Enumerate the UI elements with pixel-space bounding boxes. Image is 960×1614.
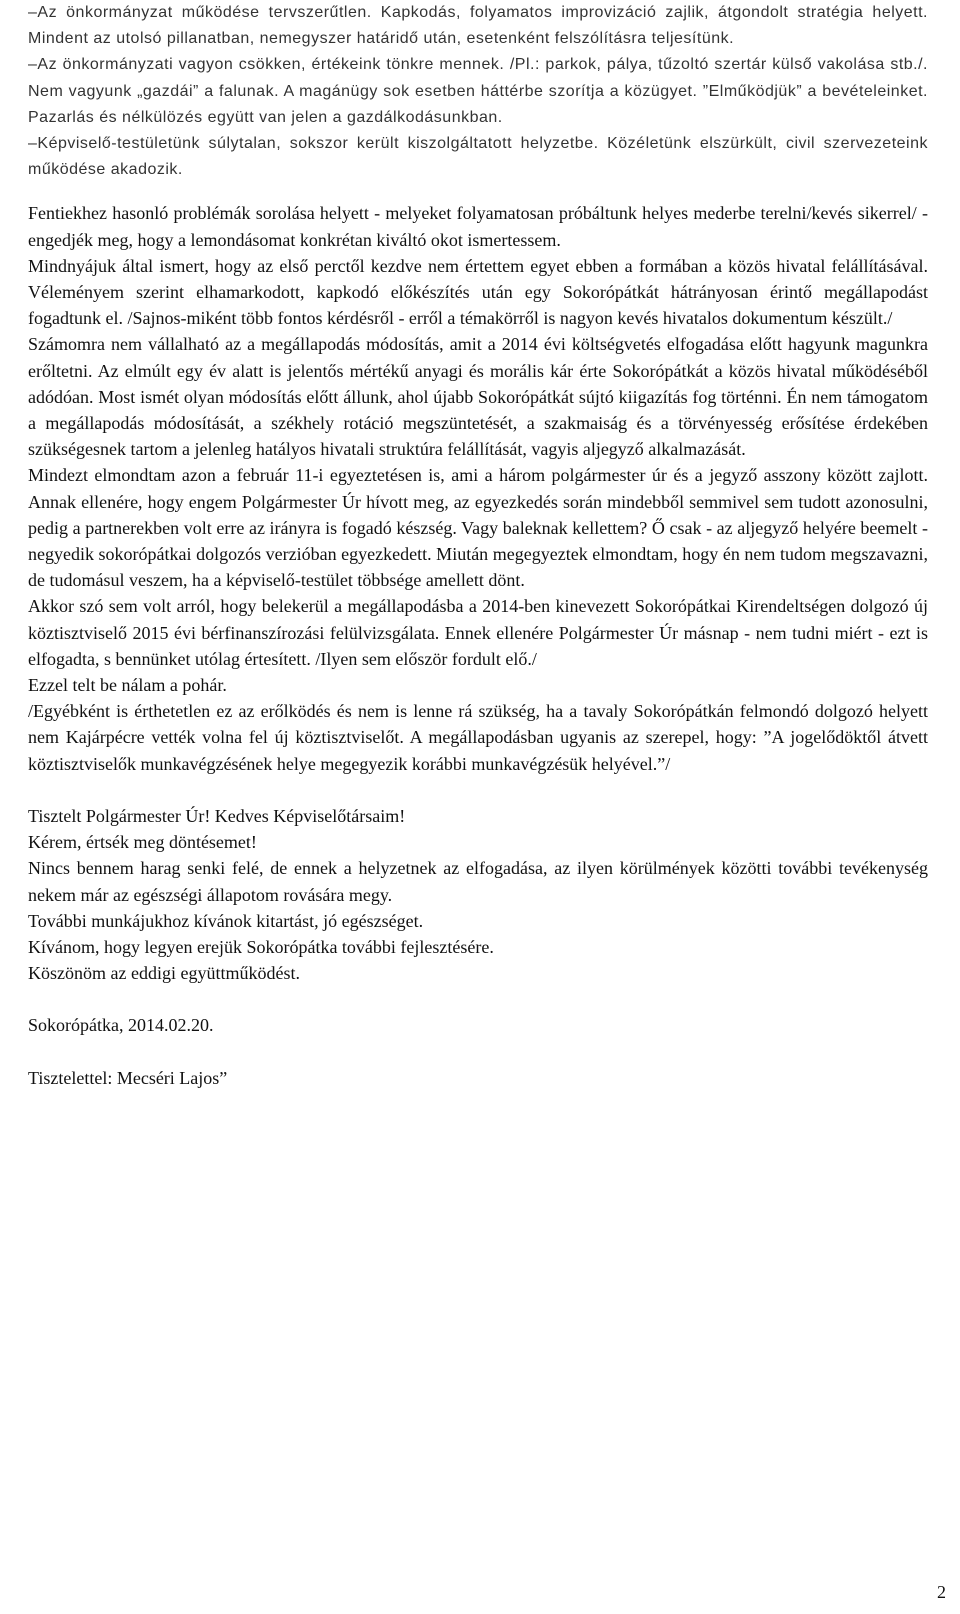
closing-greeting: Tisztelt Polgármester Úr! Kedves Képviselőtársaim! [28, 805, 406, 826]
paragraph-last-straw: Ezzel telt be nálam a pohár. [28, 675, 227, 696]
document-page [28, 0, 928, 1091]
signature-line: Tisztelettel: Mecséri Lajos” [28, 1067, 228, 1088]
place-date: Sokorópátka, 2014.02.20. [28, 1015, 214, 1036]
closing-wishes: További munkájukhoz kívánok kitartást, jó egészséget. [28, 910, 424, 931]
paragraph-intro: Fentiekhez hasonló problémák sorolása helyett - melyeket folyamatosan próbáltunk helyes mederbe terelni/kevés sikerrel/ - engedjék meg, hogy a lemondásomat konkrétan kiváltó okot ismertessem. [28, 203, 928, 250]
paragraph-wage-review: Akkor szó sem volt arról, hogy belekerül a megállapodásba a 2014-ben kinevezett Sokorópátkai Kirendeltségen dolgozó új köztisztviselő 2015 évi bérfinanszírozási felülvizsgálata. Ennek ellenére Polgármester Úr másnap - nem tudni miért - ezt is elfogadta, s bennünket utólag értesített. /Ilyen sem először fordult elő./ [28, 596, 928, 669]
closing-development: Kívánom, hogy legyen erejük Sokorópátka további fejlesztésére. [28, 936, 494, 957]
paragraph-explanation: /Egyébként is érthetetlen ez az erőlködés és nem is lenne rá szükség, ha a tavaly Sokorópátkán felmondó dolgozó helyett nem Kajárpécre vették volna fel új köztisztviselőt. A megállapodásban ugyanis az szerepel, hogy: ”A jogelődöktől átvett köztisztviselők munkavégzésének helye megegyezik korábbi munkavégzésük helyével.”/ [28, 701, 928, 774]
paragraph-criticism-3: –Képviselő-testületünk súlytalan, sokszor került kiszolgáltatott helyzetbe. Közéletünk elszürkült, civil szervezeteink működése akadozik. [28, 135, 928, 179]
paragraph-criticism-2: –Az önkormányzati vagyon csökken, értékeink tönkre mennek. /Pl.: parkok, pálya, tűzoltó szertár külső vakolása stb./. Nem vagyunk „gazdái” a falunak. A magánügy sok esetben háttérbe szorítja a közügyet. ”Elműködjük” a bevételeinket. Pazarlás és nélkülözés együtt van jelen a gazdálkodásunkban. [28, 56, 928, 126]
closing-request: Kérem, értsék meg döntésemet! [28, 832, 257, 853]
paragraph-february-meeting: Mindezt elmondtam azon a február 11-i egyeztetésen is, ami a három polgármester úr és a jegyző asszony között zajlott. Annak ellenére, hogy engem Polgármester Úr hívott meg, az egyezkedés során mindebből semmivel sem tudott azonosulni, pedig a partnerekben volt erre az irányra is fogadó készség. Vagy baleknak kellettem? Ő csak - az aljegyző helyére beemelt - negyedik sokorópátkai dolgozós verzióban egyezkedett. Miután megegyeztek elmondtam, hogy én nem tudom megszavazni, de tudomásul veszem, ha a képviselő-testület többsége amellett dönt. [28, 465, 928, 591]
closing-thanks: Köszönöm az eddigi együttműködést. [28, 963, 300, 984]
closing-no-grudge: Nincs bennem harag senki felé, de ennek a helyzetnek az elfogadása, az ilyen körülmények közötti további tevékenység nekem már az egészségi állapotom rovására megy. [28, 858, 928, 905]
paragraph-criticism-1: –Az önkormányzat működése tervszerűtlen. Kapkodás, folyamatos improvizáció zajlik, átgondolt stratégia helyett. Mindent az utolsó pillanatban, nemegyszer határidő után, esetenként felszólításra teljesítünk. [28, 4, 928, 48]
paragraph-common-office: Mindnyájuk által ismert, hogy az első perctől kezdve nem értettem egyet ebben a formában a közös hivatal felállításával. Véleményem szerint elhamarkodott, kapkodó előkészítés után egy Sokorópátkát hátrányosan érintő megállapodást fogadtunk el. /Sajnos-miként több fontos kérdésről - erről a témakörről is nagyon kevés hivatalos dokumentum készült./ [28, 255, 928, 329]
paragraph-agreement-modification: Számomra nem vállalható az a megállapodás módosítás, amit a 2014 évi költségvetés elfogadása előtt hagyunk magunkra erőltetni. Az elmúlt egy év alatt is jelentős mértékű anyagi és morális kár érte Sokorópátkát a közös hivatal működéséből adódóan. Most ismét olyan módosítás előtt állunk, ahol újabb Sokorópátkát sújtó kiigazítás fog történni. Én nem támogatom a megállapodás módosítását, a székhely rotáció megszüntetését, a szakmaiság és a törvényesség erősítése érdekében szükségesnek tartom a jelenleg hatályos hivatali struktúra felállítását, vagyis aljegyző alkalmazását. [28, 334, 928, 460]
page-number: 2 [937, 1582, 946, 1602]
